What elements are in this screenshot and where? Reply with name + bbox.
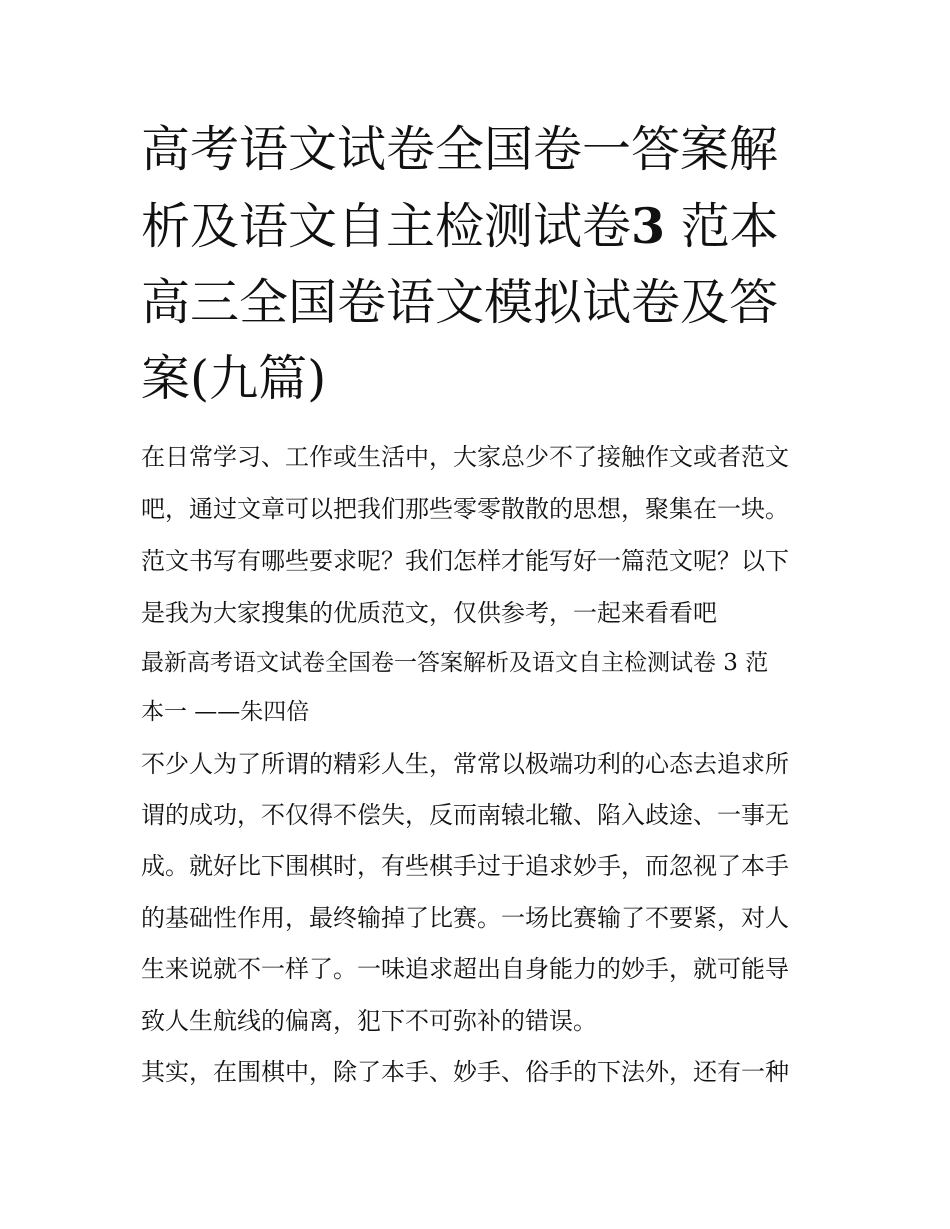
intro-line-3: 范文书写有哪些要求呢？我们怎样才能写好一篇范文呢？以下 <box>141 547 789 575</box>
body-line-1: 不少人为了所谓的精彩人生，常常以极端功利的心态去追求所 <box>141 750 789 778</box>
body-line-5: 生来说就不一样了。一味追求超出自身能力的妙手，就可能导 <box>141 955 789 983</box>
title-line-3: 高三全国卷语文模拟试卷及答 <box>141 274 779 331</box>
article-title-line-1: 最新高考语文试卷全国卷一答案解析及语文自主检测试卷 3 范 <box>141 650 769 676</box>
body-line-3: 成。就好比下围棋时，有些棋手过于追求妙手，而忽视了本手 <box>141 852 789 880</box>
title-line-2-end: 范本 <box>665 198 779 255</box>
intro-line-4: 是我为大家搜集的优质范文，仅供参考，一起来看看吧 <box>141 599 717 627</box>
title-line-2: 析及语文自主检测试卷 <box>141 198 632 255</box>
body-line-4: 的基础性作用，最终输掉了比赛。一场比赛输了不要紧，对人 <box>141 904 789 932</box>
title-number: 3 <box>631 197 666 255</box>
title-line-1: 高考语文试卷全国卷一答案解 <box>141 121 779 178</box>
title-line-4: 案(九篇) <box>141 350 327 407</box>
intro-line-2: 吧，通过文章可以把我们那些零零散散的思想，聚集在一块。 <box>141 495 789 523</box>
body-line-6: 致人生航线的偏离，犯下不可弥补的错误。 <box>141 1007 597 1035</box>
intro-line-1: 在日常学习、工作或生活中，大家总少不了接触作文或者范文 <box>141 443 789 471</box>
body-line-2: 谓的成功，不仅得不偿失，反而南辕北辙、陷入歧途、一事无 <box>141 801 789 829</box>
article-title-line-2: 本一 ——朱四倍 <box>141 699 310 725</box>
document-title <box>141 112 821 417</box>
body-line-7: 其实，在围棋中，除了本手、妙手、俗手的下法外，还有一种 <box>141 1058 789 1086</box>
